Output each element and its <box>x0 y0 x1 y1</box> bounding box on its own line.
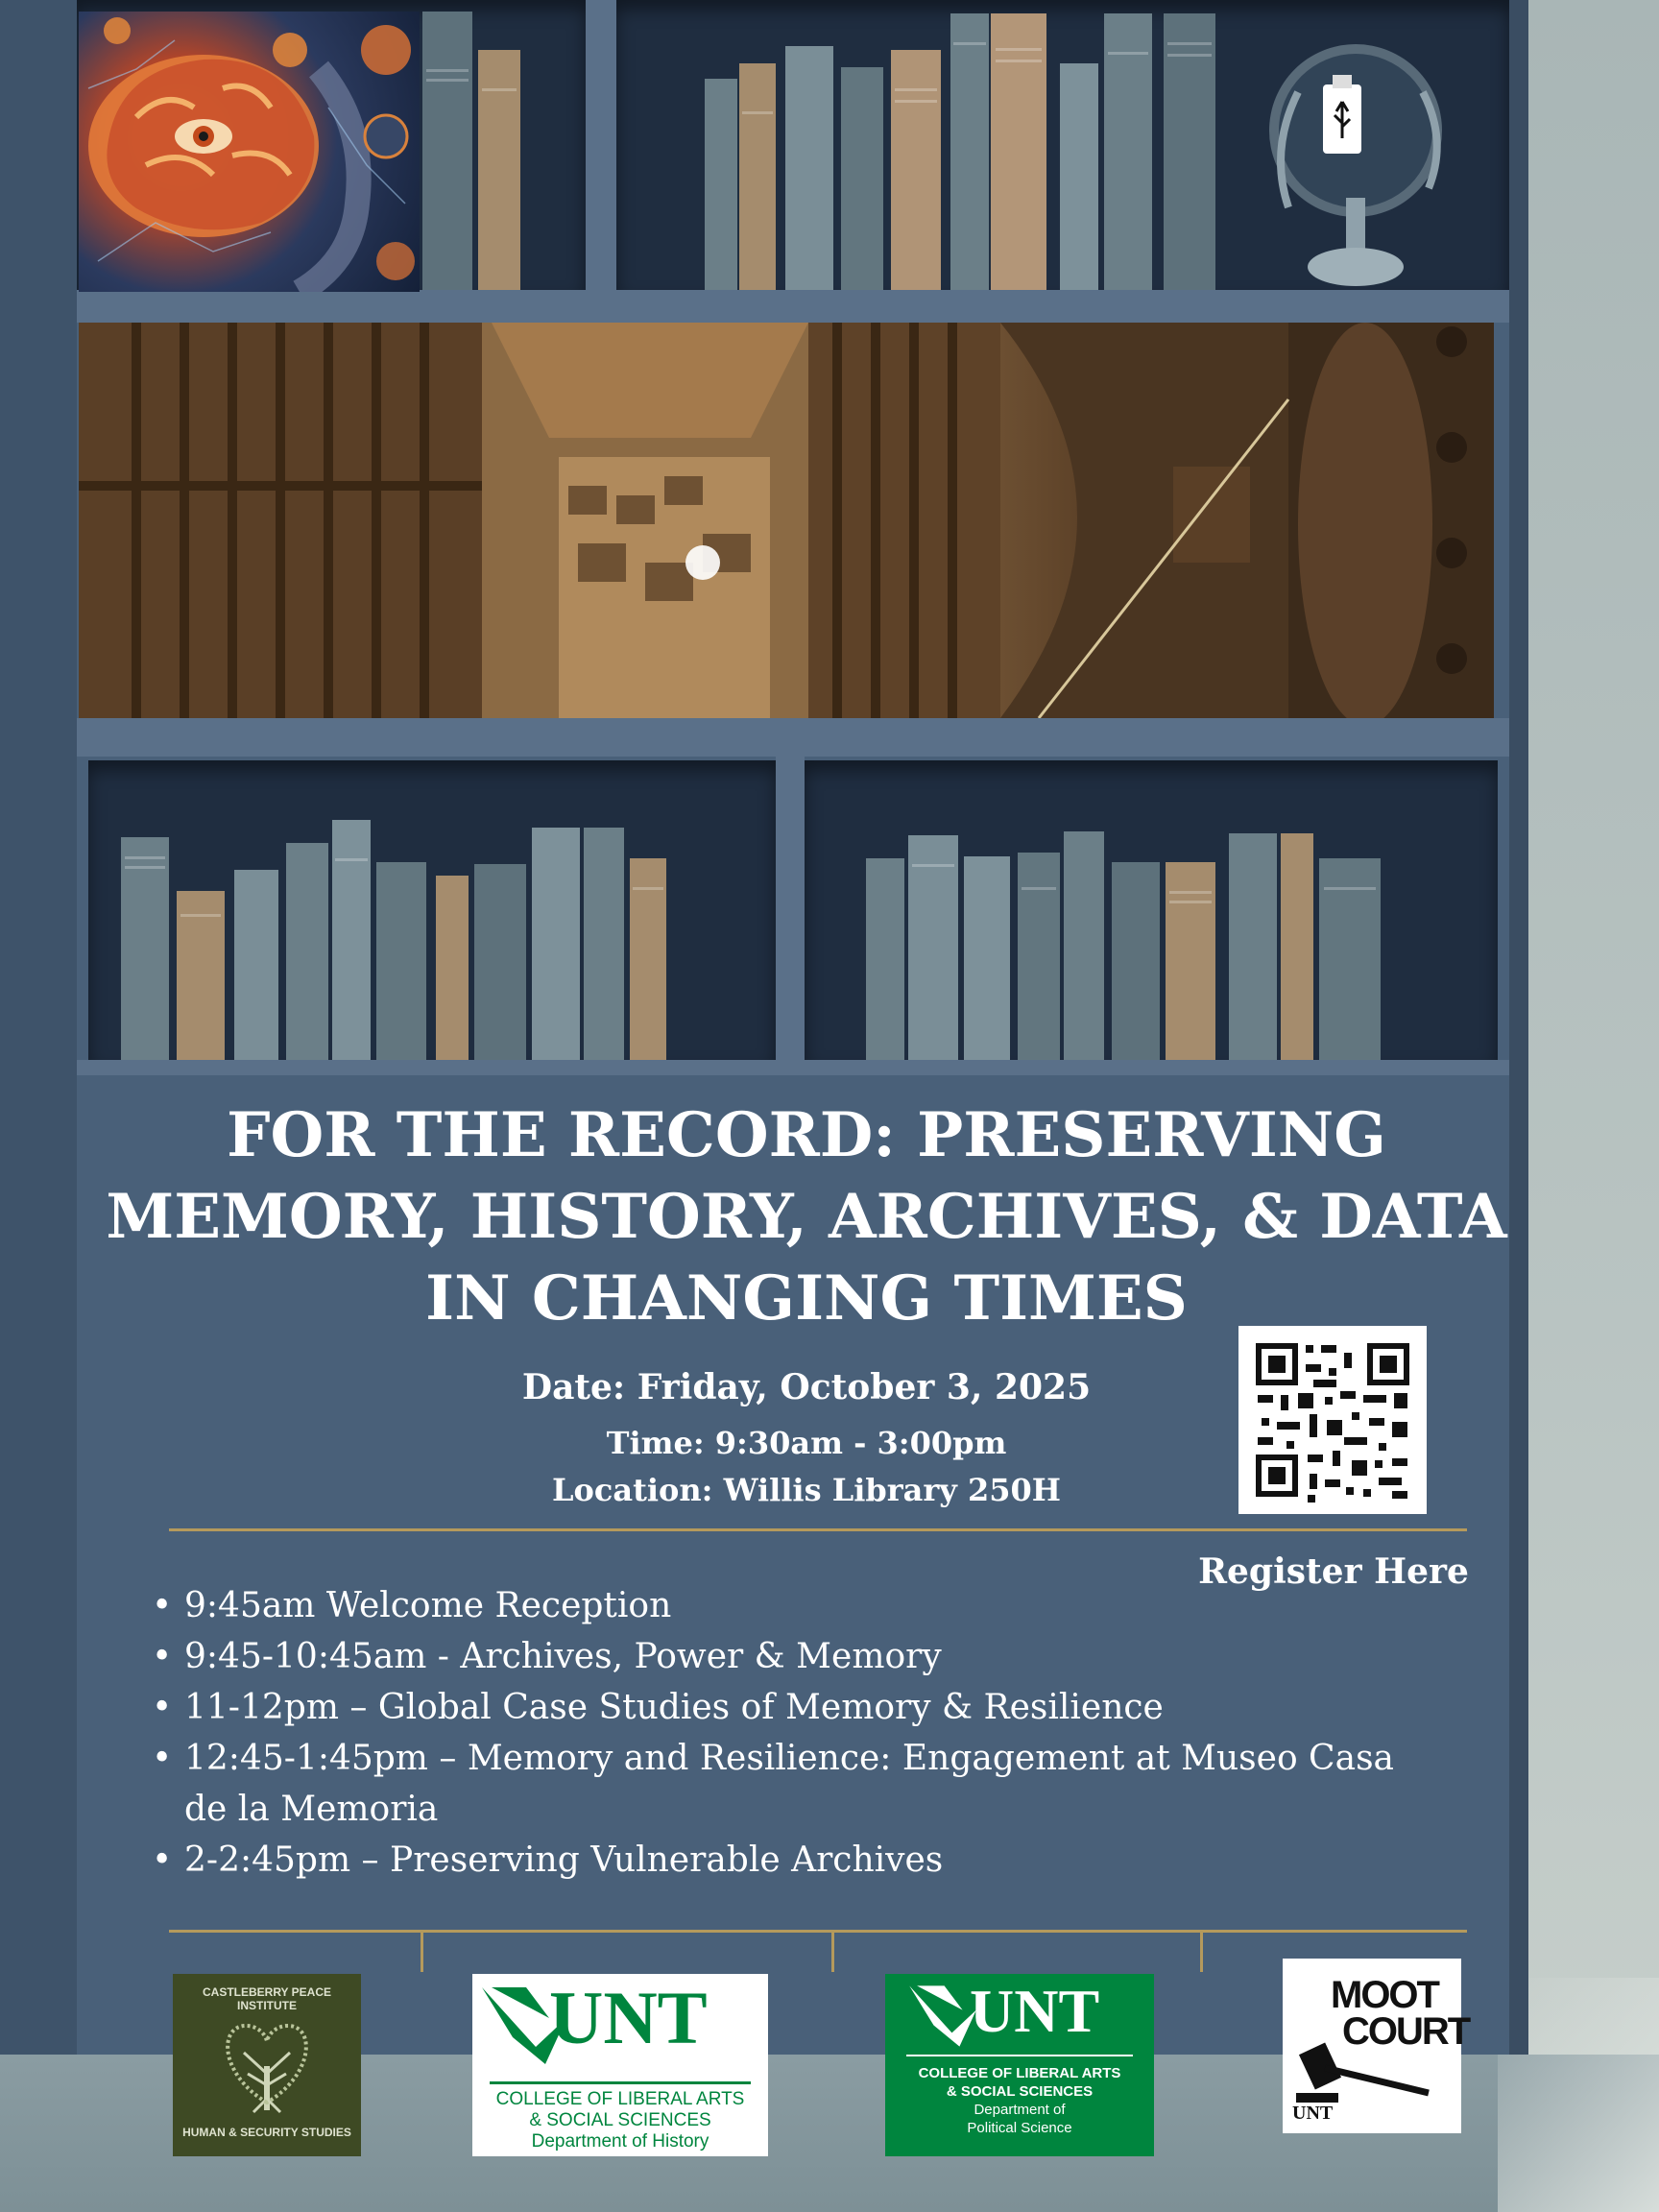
logo-rule <box>906 2055 1133 2056</box>
book <box>332 820 371 1060</box>
book <box>841 67 883 290</box>
book <box>474 864 526 1060</box>
book <box>866 858 904 1060</box>
department-label: Department of <box>974 2102 1066 2118</box>
book <box>1060 63 1098 290</box>
divider-bottom <box>169 1930 1467 1933</box>
shelf-divider-lower <box>776 757 805 1060</box>
moot-word: MOOT <box>1331 1974 1438 2016</box>
book <box>1229 833 1277 1060</box>
book <box>234 870 278 1060</box>
book <box>1104 13 1152 290</box>
gavel-icon <box>1292 2026 1436 2112</box>
castleberry-subtitle: HUMAN & SECURITY STUDIES <box>182 2126 351 2139</box>
book <box>950 13 989 290</box>
book <box>785 46 833 290</box>
book <box>1064 831 1104 1060</box>
court-word: COURT <box>1342 2010 1470 2053</box>
book <box>121 837 169 1060</box>
register-here-label[interactable]: Register Here <box>1198 1551 1469 1592</box>
event-date: Date: Friday, October 3, 2025 <box>521 1367 1092 1407</box>
book <box>739 63 776 290</box>
college-name-line2: & SOCIAL SCIENCES <box>946 2083 1094 2100</box>
book <box>991 13 1046 290</box>
registration-qr-code[interactable] <box>1238 1326 1427 1514</box>
book <box>376 862 426 1060</box>
department-history: Department of History <box>531 2131 709 2152</box>
tree-heart-icon <box>209 2007 325 2122</box>
brain-eye-illustration <box>79 12 420 292</box>
castleberry-name: CASTLEBERRY PEACE INSTITUTE <box>202 1985 332 2012</box>
shelf-board-3 <box>77 1060 1509 1075</box>
books-lower-right <box>805 760 1498 1060</box>
unt-polisci-logo <box>885 1974 1154 2156</box>
divider-tick <box>1200 1932 1203 1972</box>
agenda-item: • 9:45-10:45am - Archives, Power & Memory <box>150 1631 1436 1682</box>
book <box>891 50 941 290</box>
book <box>964 856 1010 1060</box>
globe-usb-icon <box>1260 35 1452 294</box>
logo-rule <box>490 2081 751 2084</box>
unt-wordmark: UNT <box>970 1977 1100 2045</box>
book <box>422 12 472 290</box>
college-name-line1: COLLEGE OF LIBERAL ARTS <box>495 2089 745 2109</box>
unt-history-logo <box>472 1974 768 2156</box>
book <box>286 843 328 1060</box>
unt-mark: UNT <box>1292 2103 1334 2124</box>
divider-tick <box>831 1932 834 1972</box>
eagle-icon <box>906 1980 979 2053</box>
castleberry-logo <box>173 1974 361 2156</box>
book <box>532 828 580 1060</box>
book <box>630 858 666 1060</box>
book <box>908 835 958 1060</box>
vault-archive-photo <box>79 323 1494 718</box>
divider-top <box>169 1528 1467 1531</box>
agenda-item: • 2-2:45pm – Preserving Vulnerable Archives <box>150 1835 1436 1886</box>
book <box>436 876 469 1060</box>
shelf-divider-top <box>586 0 616 290</box>
agenda-item: • 11-12pm – Global Case Studies of Memory & Resilience <box>150 1682 1436 1733</box>
bookcase-side-right <box>1509 0 1528 2055</box>
college-name-line2: & SOCIAL SCIENCES <box>529 2110 711 2130</box>
moot-court-logo <box>1283 1959 1470 2133</box>
books-lower-left <box>88 760 776 1060</box>
book <box>177 891 225 1060</box>
college-name-line1: COLLEGE OF LIBERAL ARTS <box>918 2065 1121 2081</box>
shelf-board-2 <box>77 718 1509 757</box>
shelf-board-1 <box>77 290 1509 323</box>
agenda-item: • 9:45am Welcome Reception <box>150 1580 1436 1631</box>
unt-wordmark: UNT <box>549 1976 708 2059</box>
book <box>1018 853 1060 1060</box>
event-time: Time: 9:30am - 3:00pm <box>606 1425 1007 1461</box>
book <box>1319 858 1381 1060</box>
divider-tick <box>421 1932 423 1972</box>
book <box>478 50 520 290</box>
agenda-item: • 12:45-1:45pm – Memory and Resilience: Engagement at Museo Casa de la Memoria <box>150 1733 1436 1835</box>
book <box>584 828 624 1060</box>
book <box>1166 862 1215 1060</box>
bookcase-side-left <box>0 0 77 2055</box>
wall-background <box>1528 0 1659 2212</box>
book <box>705 79 737 290</box>
event-location: Location: Willis Library 250H <box>552 1472 1061 1508</box>
agenda-list <box>150 1580 1436 1886</box>
event-title: FOR THE RECORD: PRESERVING MEMORY, HISTORY, ARCHIVES, & DATA IN CHANGING TIMES <box>106 1099 1507 1334</box>
book <box>1164 13 1215 290</box>
book <box>1281 833 1313 1060</box>
department-political-science: Political Science <box>967 2120 1072 2136</box>
book <box>1112 862 1160 1060</box>
